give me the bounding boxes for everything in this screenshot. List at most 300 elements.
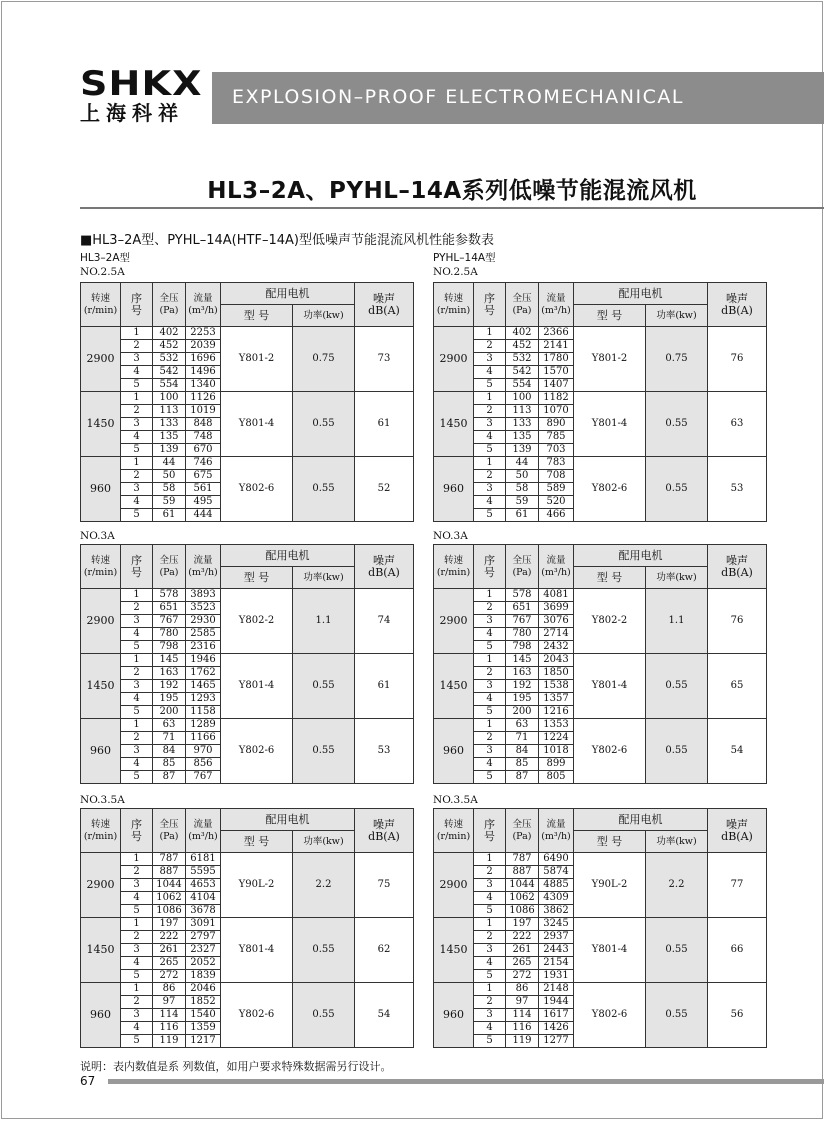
flow-cell: 1946 — [186, 654, 221, 667]
motor-model-cell: Y801-2 — [574, 327, 646, 392]
seq-cell: 3 — [474, 1009, 506, 1022]
flow-cell: 675 — [186, 470, 221, 483]
pressure-cell: 135 — [153, 431, 186, 444]
flow-cell: 589 — [539, 483, 574, 496]
pressure-cell: 135 — [506, 431, 539, 444]
motor-model-cell: Y801-4 — [574, 918, 646, 983]
noise-cell: 62 — [355, 918, 414, 983]
seq-cell: 1 — [121, 654, 153, 667]
pressure-cell: 163 — [153, 667, 186, 680]
col-flow-header — [186, 283, 221, 327]
pressure-cell: 50 — [153, 470, 186, 483]
seq-cell: 1 — [474, 327, 506, 340]
pressure-cell: 61 — [506, 509, 539, 522]
seq-cell: 1 — [474, 654, 506, 667]
table-row — [81, 983, 414, 996]
motor-model-cell: Y802-2 — [574, 589, 646, 654]
pressure-cell: 1062 — [153, 892, 186, 905]
pressure-cell: 63 — [506, 719, 539, 732]
col-model-header: 型 号 — [221, 305, 293, 327]
flow-label: 流量 — [193, 554, 213, 566]
pressure-cell: 798 — [153, 641, 186, 654]
pressure-cell: 87 — [506, 771, 539, 784]
flow-cell: 3678 — [186, 905, 221, 918]
pressure-cell: 222 — [506, 931, 539, 944]
pressure-cell: 97 — [153, 996, 186, 1009]
speed-cell: 2900 — [434, 853, 474, 918]
pressure-cell: 780 — [506, 628, 539, 641]
pressure-cell: 195 — [506, 693, 539, 706]
flow-cell: 1166 — [186, 732, 221, 745]
noise-cell: 61 — [355, 392, 414, 457]
flow-cell: 1357 — [539, 693, 574, 706]
flow-cell: 748 — [186, 431, 221, 444]
motor-model-cell: Y802-2 — [221, 589, 293, 654]
speed-cell: 960 — [81, 457, 121, 522]
flow-cell: 1018 — [539, 745, 574, 758]
table-row — [434, 457, 767, 470]
flow-cell: 708 — [539, 470, 574, 483]
seq-cell: 3 — [121, 418, 153, 431]
pressure-cell: 86 — [153, 983, 186, 996]
flow-unit: (m³/h) — [188, 830, 218, 842]
motor-power-cell: 0.55 — [293, 719, 355, 784]
seq-unit: 号 — [131, 829, 142, 843]
speed-cell: 2900 — [81, 853, 121, 918]
table-row — [434, 589, 767, 602]
pressure-label: 全压 — [159, 292, 179, 304]
seq-cell: 1 — [474, 392, 506, 405]
pressure-cell: 44 — [506, 457, 539, 470]
seq-cell: 5 — [121, 905, 153, 918]
seq-cell: 5 — [474, 379, 506, 392]
footnote: 说明：表内数值是系 列数值，如用户要求特殊数据需另行设计。 — [80, 1060, 392, 1073]
motor-power-cell: 0.55 — [293, 983, 355, 1048]
flow-cell: 2043 — [539, 654, 574, 667]
motor-model-cell: Y801-4 — [221, 392, 293, 457]
pressure-cell: 100 — [153, 392, 186, 405]
flow-cell: 2714 — [539, 628, 574, 641]
col-power-header: 功率(kw) — [646, 567, 708, 589]
flow-cell: 4309 — [539, 892, 574, 905]
noise-cell: 56 — [708, 983, 767, 1048]
col-flow-header — [539, 545, 574, 589]
noise-unit: dB(A) — [368, 829, 400, 843]
flow-cell: 444 — [186, 509, 221, 522]
pressure-cell: 651 — [153, 602, 186, 615]
flow-cell: 1780 — [539, 353, 574, 366]
motor-model-cell: Y802-6 — [574, 983, 646, 1048]
performance-table-right — [433, 808, 767, 1048]
seq-cell: 5 — [121, 509, 153, 522]
pressure-cell: 265 — [153, 957, 186, 970]
motor-model-cell: Y801-4 — [574, 392, 646, 457]
table-row — [81, 327, 414, 340]
pressure-cell: 197 — [506, 918, 539, 931]
flow-cell: 1126 — [186, 392, 221, 405]
pressure-cell: 195 — [153, 693, 186, 706]
seq-cell: 4 — [121, 1022, 153, 1035]
flow-unit: (m³/h) — [541, 566, 571, 578]
seq-cell: 1 — [121, 392, 153, 405]
seq-cell: 5 — [121, 1035, 153, 1048]
speed-cell: 1450 — [81, 918, 121, 983]
seq-cell: 5 — [474, 771, 506, 784]
seq-cell: 2 — [474, 667, 506, 680]
flow-cell: 2052 — [186, 957, 221, 970]
flow-cell: 848 — [186, 418, 221, 431]
flow-cell: 561 — [186, 483, 221, 496]
col-pressure-header — [506, 545, 539, 589]
col-flow-header — [539, 283, 574, 327]
performance-table-left — [80, 282, 414, 522]
table-row — [434, 654, 767, 667]
motor-power-cell: 0.75 — [293, 327, 355, 392]
speed-label: 转速 — [443, 292, 463, 304]
pressure-cell: 578 — [153, 589, 186, 602]
table-row — [81, 654, 414, 667]
col-flow-header — [186, 545, 221, 589]
speed-cell: 960 — [81, 983, 121, 1048]
pressure-cell: 265 — [506, 957, 539, 970]
speed-cell: 1450 — [434, 918, 474, 983]
speed-cell: 960 — [434, 983, 474, 1048]
seq-cell: 2 — [121, 405, 153, 418]
col-power-header: 功率(kw) — [293, 831, 355, 853]
flow-cell: 3245 — [539, 918, 574, 931]
noise-cell: 61 — [355, 654, 414, 719]
col-power-header: 功率(kw) — [293, 305, 355, 327]
left-model-label: HL3–2A型 — [80, 252, 131, 264]
performance-table-left — [80, 808, 414, 1048]
flow-cell: 2141 — [539, 340, 574, 353]
seq-unit: 号 — [484, 829, 495, 843]
flow-unit: (m³/h) — [541, 830, 571, 842]
col-pressure-header — [153, 545, 186, 589]
seq-cell: 4 — [121, 693, 153, 706]
seq-cell: 1 — [121, 327, 153, 340]
speed-label: 转速 — [443, 554, 463, 566]
pressure-cell: 197 — [153, 918, 186, 931]
pressure-cell: 554 — [506, 379, 539, 392]
flow-cell: 1407 — [539, 379, 574, 392]
noise-unit: dB(A) — [368, 565, 400, 579]
seq-cell: 2 — [121, 996, 153, 1009]
table-size-label: NO.3.5A — [80, 794, 125, 806]
flow-cell: 3862 — [539, 905, 574, 918]
flow-cell: 1289 — [186, 719, 221, 732]
pressure-cell: 113 — [153, 405, 186, 418]
seq-cell: 2 — [121, 732, 153, 745]
table-row — [434, 719, 767, 732]
seq-cell: 5 — [474, 706, 506, 719]
seq-unit: 号 — [131, 303, 142, 317]
flow-cell: 1570 — [539, 366, 574, 379]
seq-cell: 5 — [474, 1035, 506, 1048]
pressure-unit: (Pa) — [159, 830, 179, 842]
pressure-label: 全压 — [512, 554, 532, 566]
seq-cell: 2 — [121, 866, 153, 879]
speed-unit: (r/min) — [83, 566, 118, 578]
pressure-cell: 452 — [506, 340, 539, 353]
pressure-cell: 85 — [153, 758, 186, 771]
flow-cell: 3091 — [186, 918, 221, 931]
pressure-cell: 402 — [506, 327, 539, 340]
pressure-cell: 887 — [506, 866, 539, 879]
seq-cell: 4 — [121, 431, 153, 444]
flow-label: 流量 — [546, 554, 566, 566]
flow-cell: 1353 — [539, 719, 574, 732]
flow-cell: 1931 — [539, 970, 574, 983]
motor-model-cell: Y802-6 — [221, 457, 293, 522]
noise-cell: 66 — [708, 918, 767, 983]
noise-cell: 74 — [355, 589, 414, 654]
flow-cell: 2443 — [539, 944, 574, 957]
seq-cell: 1 — [121, 589, 153, 602]
speed-cell: 1450 — [81, 392, 121, 457]
seq-cell: 1 — [474, 719, 506, 732]
flow-cell: 2039 — [186, 340, 221, 353]
col-speed-header — [81, 809, 121, 853]
seq-cell: 5 — [474, 509, 506, 522]
motor-power-cell: 0.55 — [646, 392, 708, 457]
pressure-cell: 787 — [506, 853, 539, 866]
motor-power-cell: 0.55 — [646, 719, 708, 784]
page-title: HL3–2A、PYHL–14A系列低噪节能混流风机 — [207, 178, 697, 204]
motor-power-cell: 0.55 — [646, 654, 708, 719]
seq-cell: 3 — [121, 1009, 153, 1022]
footer-divider — [108, 1079, 824, 1084]
speed-cell: 2900 — [81, 589, 121, 654]
pressure-cell: 887 — [153, 866, 186, 879]
flow-cell: 1496 — [186, 366, 221, 379]
pressure-cell: 542 — [506, 366, 539, 379]
seq-cell: 3 — [474, 615, 506, 628]
noise-cell: 73 — [355, 327, 414, 392]
section-subtitle: ■HL3–2A型、PYHL–14A(HTF–14A)型低噪声节能混流风机性能参数表 — [80, 233, 494, 248]
pressure-cell: 767 — [153, 615, 186, 628]
pressure-cell: 767 — [506, 615, 539, 628]
flow-cell: 2797 — [186, 931, 221, 944]
seq-cell: 1 — [121, 853, 153, 866]
pressure-cell: 116 — [506, 1022, 539, 1035]
pressure-cell: 145 — [506, 654, 539, 667]
seq-label: 序 — [131, 817, 142, 831]
seq-cell: 4 — [474, 366, 506, 379]
seq-cell: 4 — [121, 957, 153, 970]
flow-cell: 466 — [539, 509, 574, 522]
table-row — [434, 392, 767, 405]
flow-cell: 2930 — [186, 615, 221, 628]
flow-cell: 1216 — [539, 706, 574, 719]
seq-cell: 4 — [474, 758, 506, 771]
pressure-cell: 58 — [153, 483, 186, 496]
pressure-cell: 1086 — [153, 905, 186, 918]
flow-cell: 4885 — [539, 879, 574, 892]
pressure-cell: 200 — [153, 706, 186, 719]
pressure-cell: 532 — [506, 353, 539, 366]
seq-cell: 1 — [121, 457, 153, 470]
pressure-cell: 139 — [153, 444, 186, 457]
seq-cell: 5 — [121, 706, 153, 719]
flow-cell: 4104 — [186, 892, 221, 905]
col-model-header: 型 号 — [221, 567, 293, 589]
motor-model-cell: Y802-6 — [221, 983, 293, 1048]
col-speed-header — [81, 545, 121, 589]
flow-label: 流量 — [193, 818, 213, 830]
col-motor-header: 配用电机 — [221, 283, 355, 305]
seq-unit: 号 — [484, 303, 495, 317]
flow-cell: 3523 — [186, 602, 221, 615]
flow-cell: 1426 — [539, 1022, 574, 1035]
seq-cell: 2 — [121, 667, 153, 680]
table-row — [81, 719, 414, 732]
pressure-cell: 50 — [506, 470, 539, 483]
motor-model-cell: Y801-2 — [221, 327, 293, 392]
seq-cell: 1 — [474, 457, 506, 470]
motor-power-cell: 2.2 — [646, 853, 708, 918]
flow-cell: 1217 — [186, 1035, 221, 1048]
flow-cell: 2154 — [539, 957, 574, 970]
motor-model-cell: Y801-4 — [221, 654, 293, 719]
pressure-cell: 86 — [506, 983, 539, 996]
flow-cell: 1359 — [186, 1022, 221, 1035]
seq-cell: 2 — [474, 340, 506, 353]
noise-unit: dB(A) — [721, 303, 753, 317]
flow-cell: 746 — [186, 457, 221, 470]
motor-power-cell: 0.55 — [293, 392, 355, 457]
pressure-cell: 578 — [506, 589, 539, 602]
speed-label: 转速 — [90, 554, 110, 566]
seq-label: 序 — [131, 291, 142, 305]
pressure-cell: 116 — [153, 1022, 186, 1035]
pressure-cell: 59 — [506, 496, 539, 509]
brand-logo — [80, 66, 208, 124]
col-seq-header — [121, 809, 153, 853]
flow-cell: 2327 — [186, 944, 221, 957]
flow-cell: 767 — [186, 771, 221, 784]
seq-cell: 5 — [121, 641, 153, 654]
noise-cell: 63 — [708, 392, 767, 457]
seq-label: 序 — [484, 553, 495, 567]
banner-text: EXPLOSION–PROOF ELECTROMECHANICAL — [232, 86, 684, 108]
flow-cell: 1465 — [186, 680, 221, 693]
col-noise-header — [355, 809, 414, 853]
seq-cell: 2 — [474, 405, 506, 418]
pressure-cell: 61 — [153, 509, 186, 522]
col-speed-header — [434, 545, 474, 589]
pressure-cell: 71 — [506, 732, 539, 745]
pressure-cell: 222 — [153, 931, 186, 944]
motor-power-cell: 0.55 — [293, 457, 355, 522]
noise-cell: 76 — [708, 327, 767, 392]
pressure-cell: 192 — [506, 680, 539, 693]
seq-unit: 号 — [484, 565, 495, 579]
noise-cell: 54 — [708, 719, 767, 784]
seq-cell: 3 — [474, 418, 506, 431]
flow-cell: 805 — [539, 771, 574, 784]
flow-cell: 2937 — [539, 931, 574, 944]
flow-cell: 1277 — [539, 1035, 574, 1048]
flow-cell: 670 — [186, 444, 221, 457]
flow-unit: (m³/h) — [541, 304, 571, 316]
flow-cell: 495 — [186, 496, 221, 509]
noise-cell: 75 — [355, 853, 414, 918]
flow-cell: 2148 — [539, 983, 574, 996]
seq-cell: 4 — [121, 366, 153, 379]
pressure-cell: 261 — [506, 944, 539, 957]
motor-model-cell: Y90L-2 — [221, 853, 293, 918]
seq-cell: 1 — [474, 918, 506, 931]
col-power-header: 功率(kw) — [646, 831, 708, 853]
col-seq-header — [121, 545, 153, 589]
performance-table-left — [80, 544, 414, 784]
pressure-cell: 85 — [506, 758, 539, 771]
motor-power-cell: 1.1 — [293, 589, 355, 654]
flow-cell: 6181 — [186, 853, 221, 866]
pressure-cell: 100 — [506, 392, 539, 405]
col-model-header: 型 号 — [574, 567, 646, 589]
header-banner — [212, 72, 824, 124]
col-flow-header — [186, 809, 221, 853]
pressure-cell: 542 — [153, 366, 186, 379]
seq-cell: 1 — [474, 983, 506, 996]
seq-cell: 4 — [474, 628, 506, 641]
pressure-cell: 272 — [506, 970, 539, 983]
pressure-cell: 59 — [153, 496, 186, 509]
col-seq-header — [474, 545, 506, 589]
table-row — [434, 327, 767, 340]
pressure-cell: 1044 — [506, 879, 539, 892]
speed-label: 转速 — [443, 818, 463, 830]
speed-unit: (r/min) — [83, 304, 118, 316]
flow-cell: 1070 — [539, 405, 574, 418]
col-noise-header — [708, 545, 767, 589]
col-seq-header — [121, 283, 153, 327]
table-row — [81, 589, 414, 602]
seq-cell: 3 — [121, 680, 153, 693]
seq-cell: 1 — [121, 719, 153, 732]
motor-model-cell: Y801-4 — [574, 654, 646, 719]
speed-cell: 2900 — [434, 589, 474, 654]
speed-cell: 960 — [434, 457, 474, 522]
col-noise-header — [708, 809, 767, 853]
seq-unit: 号 — [131, 565, 142, 579]
flow-cell: 1762 — [186, 667, 221, 680]
pressure-cell: 97 — [506, 996, 539, 1009]
seq-cell: 2 — [121, 602, 153, 615]
pressure-cell: 1062 — [506, 892, 539, 905]
seq-cell: 5 — [121, 444, 153, 457]
seq-cell: 5 — [474, 970, 506, 983]
flow-cell: 1850 — [539, 667, 574, 680]
pressure-cell: 1044 — [153, 879, 186, 892]
pressure-cell: 133 — [506, 418, 539, 431]
noise-label: 噪声 — [373, 817, 395, 831]
flow-cell: 3699 — [539, 602, 574, 615]
speed-cell: 2900 — [434, 327, 474, 392]
seq-cell: 3 — [474, 680, 506, 693]
seq-cell: 1 — [474, 589, 506, 602]
pressure-label: 全压 — [512, 818, 532, 830]
speed-label: 转速 — [90, 292, 110, 304]
flow-cell: 2046 — [186, 983, 221, 996]
noise-cell: 77 — [708, 853, 767, 918]
table-row — [434, 853, 767, 866]
noise-unit: dB(A) — [368, 303, 400, 317]
seq-cell: 4 — [121, 758, 153, 771]
seq-cell: 2 — [474, 931, 506, 944]
